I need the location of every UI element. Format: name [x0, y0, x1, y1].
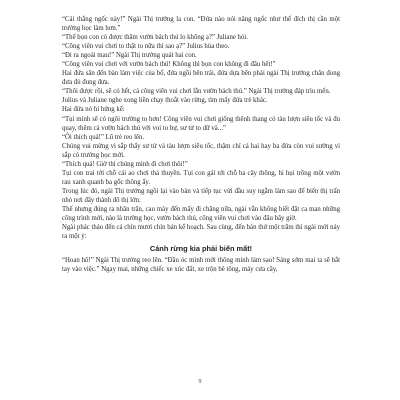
paragraph: “Cái thằng ngốc này!” Ngài Thị trưởng la con. “Đứa nào nói năng ngốc như thế đích thị cần một trường học làm hơn.” [62, 16, 340, 33]
page-number: 9 [198, 379, 202, 385]
paragraph: Thế nhưng đúng ra nhân trăn, cau mày đến mấy đi chăng nữa, ngài vẫn không biết đặt ca man những công trình mới, nào là trường học, vườn bách thú, công viên vui chơi vào đâu bây giờ. [62, 205, 340, 223]
paragraph: “Công viên vui chơi to thật to nữa thì sao ạ?” Julius hùa theo. [62, 43, 230, 51]
paragraph: Hai đứa sân đến bàn làm việc của bố, đứa ngồi bên trái, đứa dựa bên phải ngài Thị trưởng chân đong đưa đủ đung đưa. [62, 70, 340, 87]
paragraph: “Hoan hô!” Ngài Thị trưởng reo lên. “Đầu óc mình mới thông minh làm sao! Sáng sớm mai ta sẽ bắt tay vào việc.” Ngay mai, những chiếc xe xúc đất, xe trộn bê tông, máy cưa cây, [62, 257, 340, 274]
paragraph: “Công viên vui chơi với vườn bách thú! Không thì bọn con không đi đâu hết!” [62, 61, 276, 69]
paragraph: “Tụi mình sẽ có ngôi trường to hơn! Công viên vui chơi giống thênh thang có tàu lượn siêu tốc và đu quay, thêm cả vườn bách thú với voi to bự, sư tử to dữ và...” [62, 115, 340, 132]
paragraph: Ngài phác thảo đến cả chín mươi chín bản kế hoạch. Sau cùng, đến bản thứ một trăm thì ngài mới nảy ra một ý: [62, 224, 340, 241]
paragraph: “Thế bọn con có được thăm vườn bách thú lo không ạ?” Juliane hỏi. [62, 34, 248, 42]
paragraph: “Thích quá! Giờ thì chúng mình đi chơi thôi!” [62, 160, 188, 168]
paragraph: Tụi con trai tới chỗ cái ao chơi thả thuyền. Tụi con gái tới chỗ ba cây thông, hí hụi trồng một vườn rau xanh quanh ba gốc thông ấy. [62, 169, 340, 186]
section-heading: Cánh rừng kia phải biến mất! [149, 244, 253, 254]
paragraph: Julius và Juliane nghe xong liền chạy thoắt vào rừng, tìm mấy đứa trẻ khác. [62, 97, 268, 105]
paragraph: “Thôi được rồi, sẽ có hết, cả công viên vui chơi lẫn vườn bách thú.” Ngài Thị trưởng đáp trìu mến. [62, 88, 331, 96]
page-body-text [62, 15, 340, 274]
paragraph: “Đi ra ngoài mau!” Ngài Thị trưởng quát hai con. [62, 52, 197, 60]
paragraph: Hai đứa nó hí hửng kể: [62, 106, 125, 114]
paragraph: “Ôi thích quá!” Lũ trẻ reo lên. [62, 133, 145, 141]
paragraph: Trong lúc đó, ngài Thị trưởng ngồi lại vào bàn và tiếp tục vừi đầu suy ngẫm làm sao để biến thị trấn nhỏ nơi đây thành đô thị lớn. [62, 187, 340, 204]
paragraph: Chúng vui mừng vì sắp thấy sư tử và tàu lượn siêu tốc, thậm chí cả hai hay ba đứa còn vui sướng vì sắp có trường học mới. [62, 142, 340, 159]
